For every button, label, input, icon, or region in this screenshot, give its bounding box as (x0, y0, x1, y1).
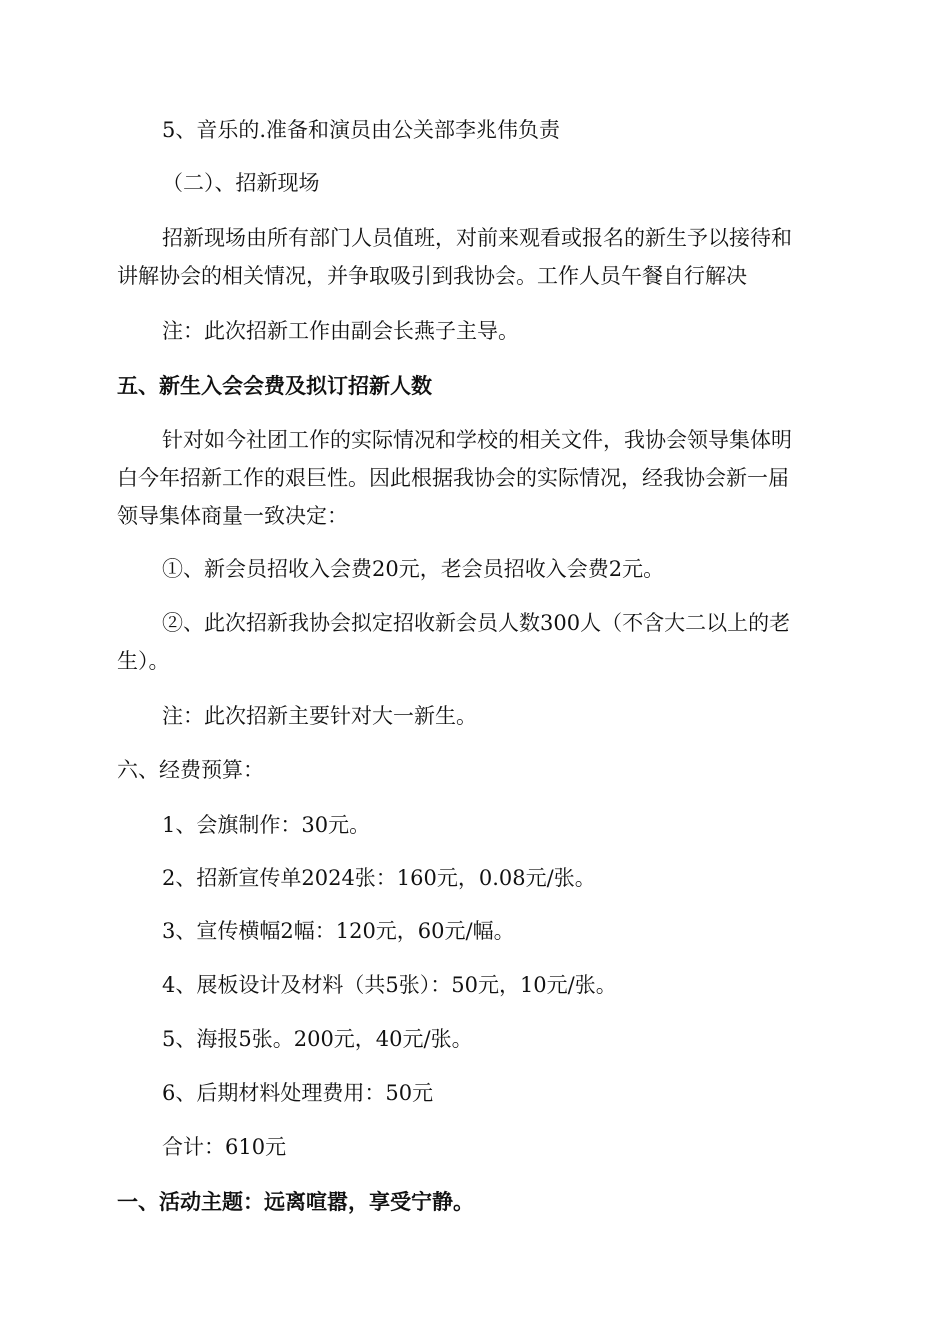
section-five-heading: 五、新生入会会费及拟订招新人数 (117, 373, 432, 398)
section-six-heading: 六、经费预算： (117, 758, 264, 782)
budget-item-processing: 6、后期材料处理费用：50元 (162, 1081, 434, 1105)
music-responsibility-line: 5、音乐的.准备和演员由公关部李兆伟负责 (162, 118, 561, 142)
budget-item-flag: 1、会旗制作：30元。 (162, 813, 371, 837)
membership-fee-item: ①、新会员招收入会费20元，老会员招收入会费2元。 (162, 557, 665, 581)
recruitment-quota-item-line-2: 生）。 (117, 649, 170, 673)
budget-item-display-boards: 4、展板设计及材料（共5张）：50元，10元/张。 (162, 973, 617, 997)
budget-total: 合计：610元 (162, 1135, 287, 1159)
section-five-paragraph-line-1: 针对如今社团工作的实际情况和学校的相关文件，我协会领导集体明 (162, 428, 792, 452)
activity-theme-heading: 一、活动主题：远离喧嚣，享受宁静。 (117, 1189, 474, 1214)
budget-item-posters: 5、海报5张。200元，40元/张。 (162, 1027, 473, 1051)
note-vice-president: 注：此次招新工作由副会长燕子主导。 (162, 319, 519, 343)
recruitment-site-paragraph-line-1: 招新现场由所有部门人员值班，对前来观看或报名的新生予以接待和 (162, 226, 792, 250)
recruitment-site-subheading: （二）、招新现场 (162, 171, 320, 195)
note-freshmen: 注：此次招新主要针对大一新生。 (162, 704, 477, 728)
recruitment-site-paragraph-line-2: 讲解协会的相关情况，并争取吸引到我协会。工作人员午餐自行解决 (117, 264, 747, 288)
budget-item-flyers: 2、招新宣传单2024张：160元，0.08元/张。 (162, 866, 596, 890)
recruitment-quota-item-line-1: ②、此次招新我协会拟定招收新会员人数300人（不含大二以上的老 (162, 611, 791, 635)
section-five-paragraph-line-2: 白今年招新工作的艰巨性。因此根据我协会的实际情况，经我协会新一届 (117, 466, 789, 490)
budget-item-banners: 3、宣传横幅2幅：120元，60元/幅。 (162, 919, 515, 943)
section-five-paragraph-line-3: 领导集体商量一致决定： (117, 504, 348, 528)
